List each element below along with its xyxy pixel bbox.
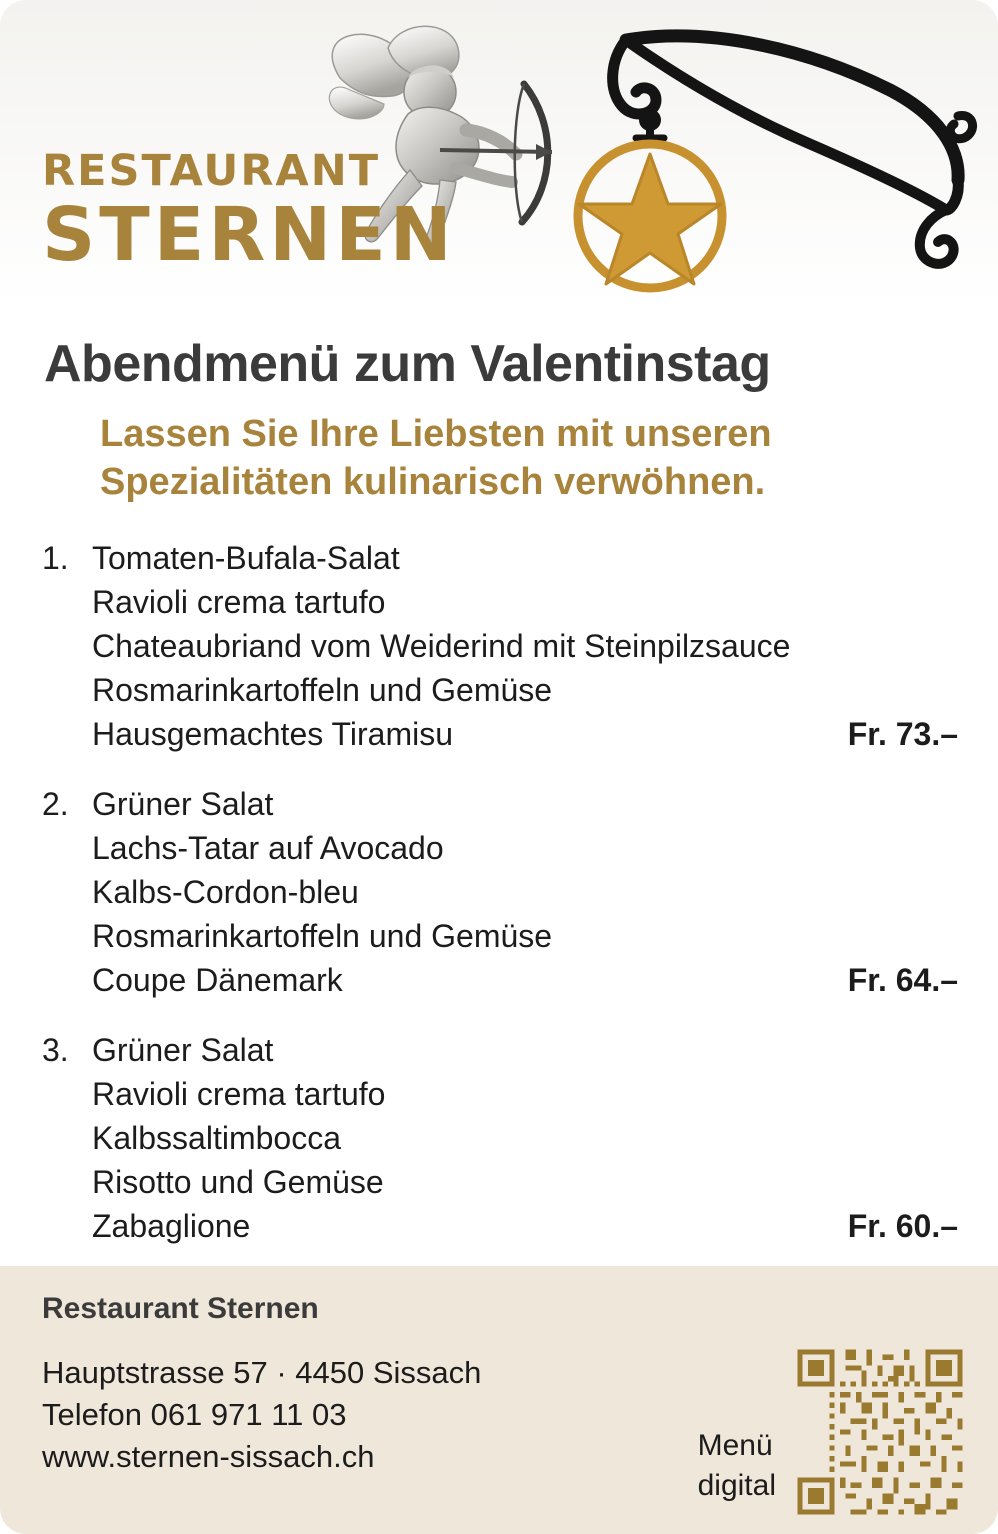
course-text: Rosmarinkartoffeln und Gemüse (92, 672, 553, 709)
menu-price: Fr. 64.– (847, 962, 958, 999)
course-text: Chateaubriand vom Weiderind mit Steinpilzsauce (92, 628, 791, 665)
menu-course (92, 624, 958, 668)
course-text: Lachs-Tatar auf Avocado (92, 830, 444, 867)
menu-course (92, 580, 958, 624)
pentagram-star-icon (578, 144, 722, 288)
footer (0, 1266, 998, 1534)
footer-restaurant-name: Restaurant Sternen (42, 1292, 319, 1325)
menu-item (42, 536, 958, 756)
menu-item (42, 1028, 958, 1248)
menu-course (92, 1028, 958, 1072)
course-text: Rosmarinkartoffeln und Gemüse (92, 918, 553, 955)
menu-course (92, 1072, 958, 1116)
course-text: Grüner Salat (92, 1032, 274, 1069)
course-text: Hausgemachtes Tiramisu (92, 716, 454, 753)
header (0, 0, 998, 330)
menu-course (92, 826, 958, 870)
footer-website[interactable]: www.sternen-sissach.ch (42, 1439, 375, 1474)
restaurant-logo (42, 146, 456, 278)
menu-courses (92, 536, 958, 756)
menu-course (92, 870, 958, 914)
menu-course-with-price (92, 712, 958, 756)
menu-item (42, 782, 958, 1002)
logo-restaurant-word: RESTAURANT (42, 146, 381, 196)
qr-label-line1: Menü (697, 1429, 773, 1462)
menu-number: 2. (42, 786, 69, 823)
footer-phone: Telefon 061 971 11 03 (42, 1397, 347, 1432)
logo-sternen-word: STERNEN (42, 192, 456, 278)
course-text: Grüner Salat (92, 786, 274, 823)
footer-address: Hauptstrasse 57 · 4450 Sissach (42, 1355, 482, 1390)
course-text: Coupe Dänemark (92, 962, 343, 999)
course-text: Risotto und Gemüse (92, 1164, 384, 1201)
menu-course (92, 536, 958, 580)
hanging-sign-bracket-icon (560, 20, 980, 310)
menu-course (92, 782, 958, 826)
menu-number: 3. (42, 1032, 69, 1069)
course-text: Tomaten-Bufala-Salat (92, 540, 400, 577)
page-title: Abendmenü zum Valentinstag (44, 335, 771, 393)
menu-course-with-price (92, 1204, 958, 1248)
menu-course (92, 914, 958, 958)
course-text: Zabaglione (92, 1208, 251, 1245)
menu-list (0, 536, 998, 1248)
course-text: Ravioli crema tartufo (92, 1076, 386, 1113)
course-text: Kalbssaltimbocca (92, 1120, 341, 1157)
menu-price: Fr. 73.– (847, 716, 958, 753)
menu-course (92, 1116, 958, 1160)
qr-code-icon[interactable] (792, 1344, 968, 1520)
menu-courses (92, 782, 958, 1002)
menu-course-with-price (92, 958, 958, 1002)
menu-courses (92, 1028, 958, 1248)
menu-number: 1. (42, 540, 69, 577)
qr-label-line2: digital (697, 1469, 776, 1502)
course-text: Ravioli crema tartufo (92, 584, 386, 621)
menu-price: Fr. 60.– (847, 1208, 958, 1245)
menu-course (92, 668, 958, 712)
course-text: Kalbs-Cordon-bleu (92, 874, 359, 911)
menu-course (92, 1160, 958, 1204)
qr-label (698, 1426, 776, 1506)
page-subtitle: Lassen Sie Ihre Liebsten mit unseren Spezialitäten kulinarisch verwöhnen. (100, 413, 772, 503)
